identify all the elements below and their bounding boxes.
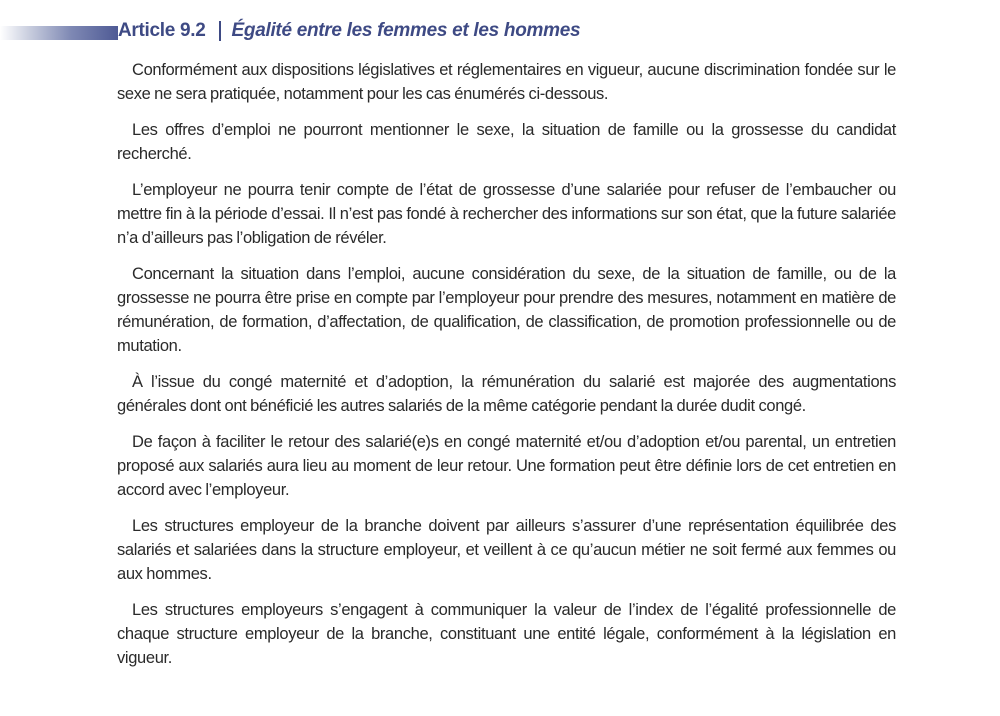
article-body: [117, 58, 896, 682]
paragraph-job-offers: Les offres d’emploi ne pourront mentionner le sexe, la situation de famille ou la grossesse du candidat recherché.: [117, 121, 896, 163]
paragraph-pregnancy: L’employeur ne pourra tenir compte de l’état de grossesse d’une salariée pour refuser de l’embaucher ou mettre fin à la période d’essai. Il n’est pas fondé à rechercher des informations sur son état, que la future salariée n’a d’ailleurs pas l’obligation de révéler.: [117, 181, 896, 247]
paragraph-non-discrimination: Conformément aux dispositions législatives et réglementaires en vigueur, aucune discrimination fondée sur le sexe ne sera pratiquée, notamment pour les cas énumérés ci-dessous.: [117, 61, 896, 103]
paragraph-return-interview: De façon à faciliter le retour des salarié(e)s en congé maternité et/ou d’adoption et/ou parental, un entretien proposé aux salariés aura lieu au moment de leur retour. Une formation peut être définie lors de cet entretien en accord avec l’employeur.: [117, 433, 896, 499]
paragraph-maternity-pay: À l’issue du congé maternité et d’adoption, la rémunération du salarié est majorée des augmentations générales dont ont bénéficié les autres salariés de la même catégorie pendant la durée dudit congé.: [117, 373, 896, 415]
header-accent-bar: [0, 26, 118, 40]
article-number: Article 9.2: [118, 20, 206, 41]
paragraph-equality-index: Les structures employeurs s’engagent à communiquer la valeur de l’index de l’égalité professionnelle de chaque structure employeur de la branche, constituant une entité légale, conformément à la législation en vigueur.: [117, 601, 896, 667]
article-title: Égalité entre les femmes et les hommes: [231, 20, 581, 41]
article-header: [118, 16, 580, 46]
paragraph-balanced-representation: Les structures employeur de la branche doivent par ailleurs s’assurer d’une représentation équilibrée des salariés et salariées dans la structure employeur, et veillent à ce qu’aucun métier ne soit fermé aux femmes ou aux hommes.: [117, 517, 896, 583]
paragraph-employment-situation: Concernant la situation dans l’emploi, aucune considération du sexe, de la situation de famille, ou de la grossesse ne pourra être prise en compte par l’employeur pour prendre des mesures, notamment en matière de rémunération, de formation, d’affectation, de qualification, de classification, de promotion professionnelle ou de mutation.: [117, 265, 896, 355]
header-separator: [219, 21, 221, 41]
